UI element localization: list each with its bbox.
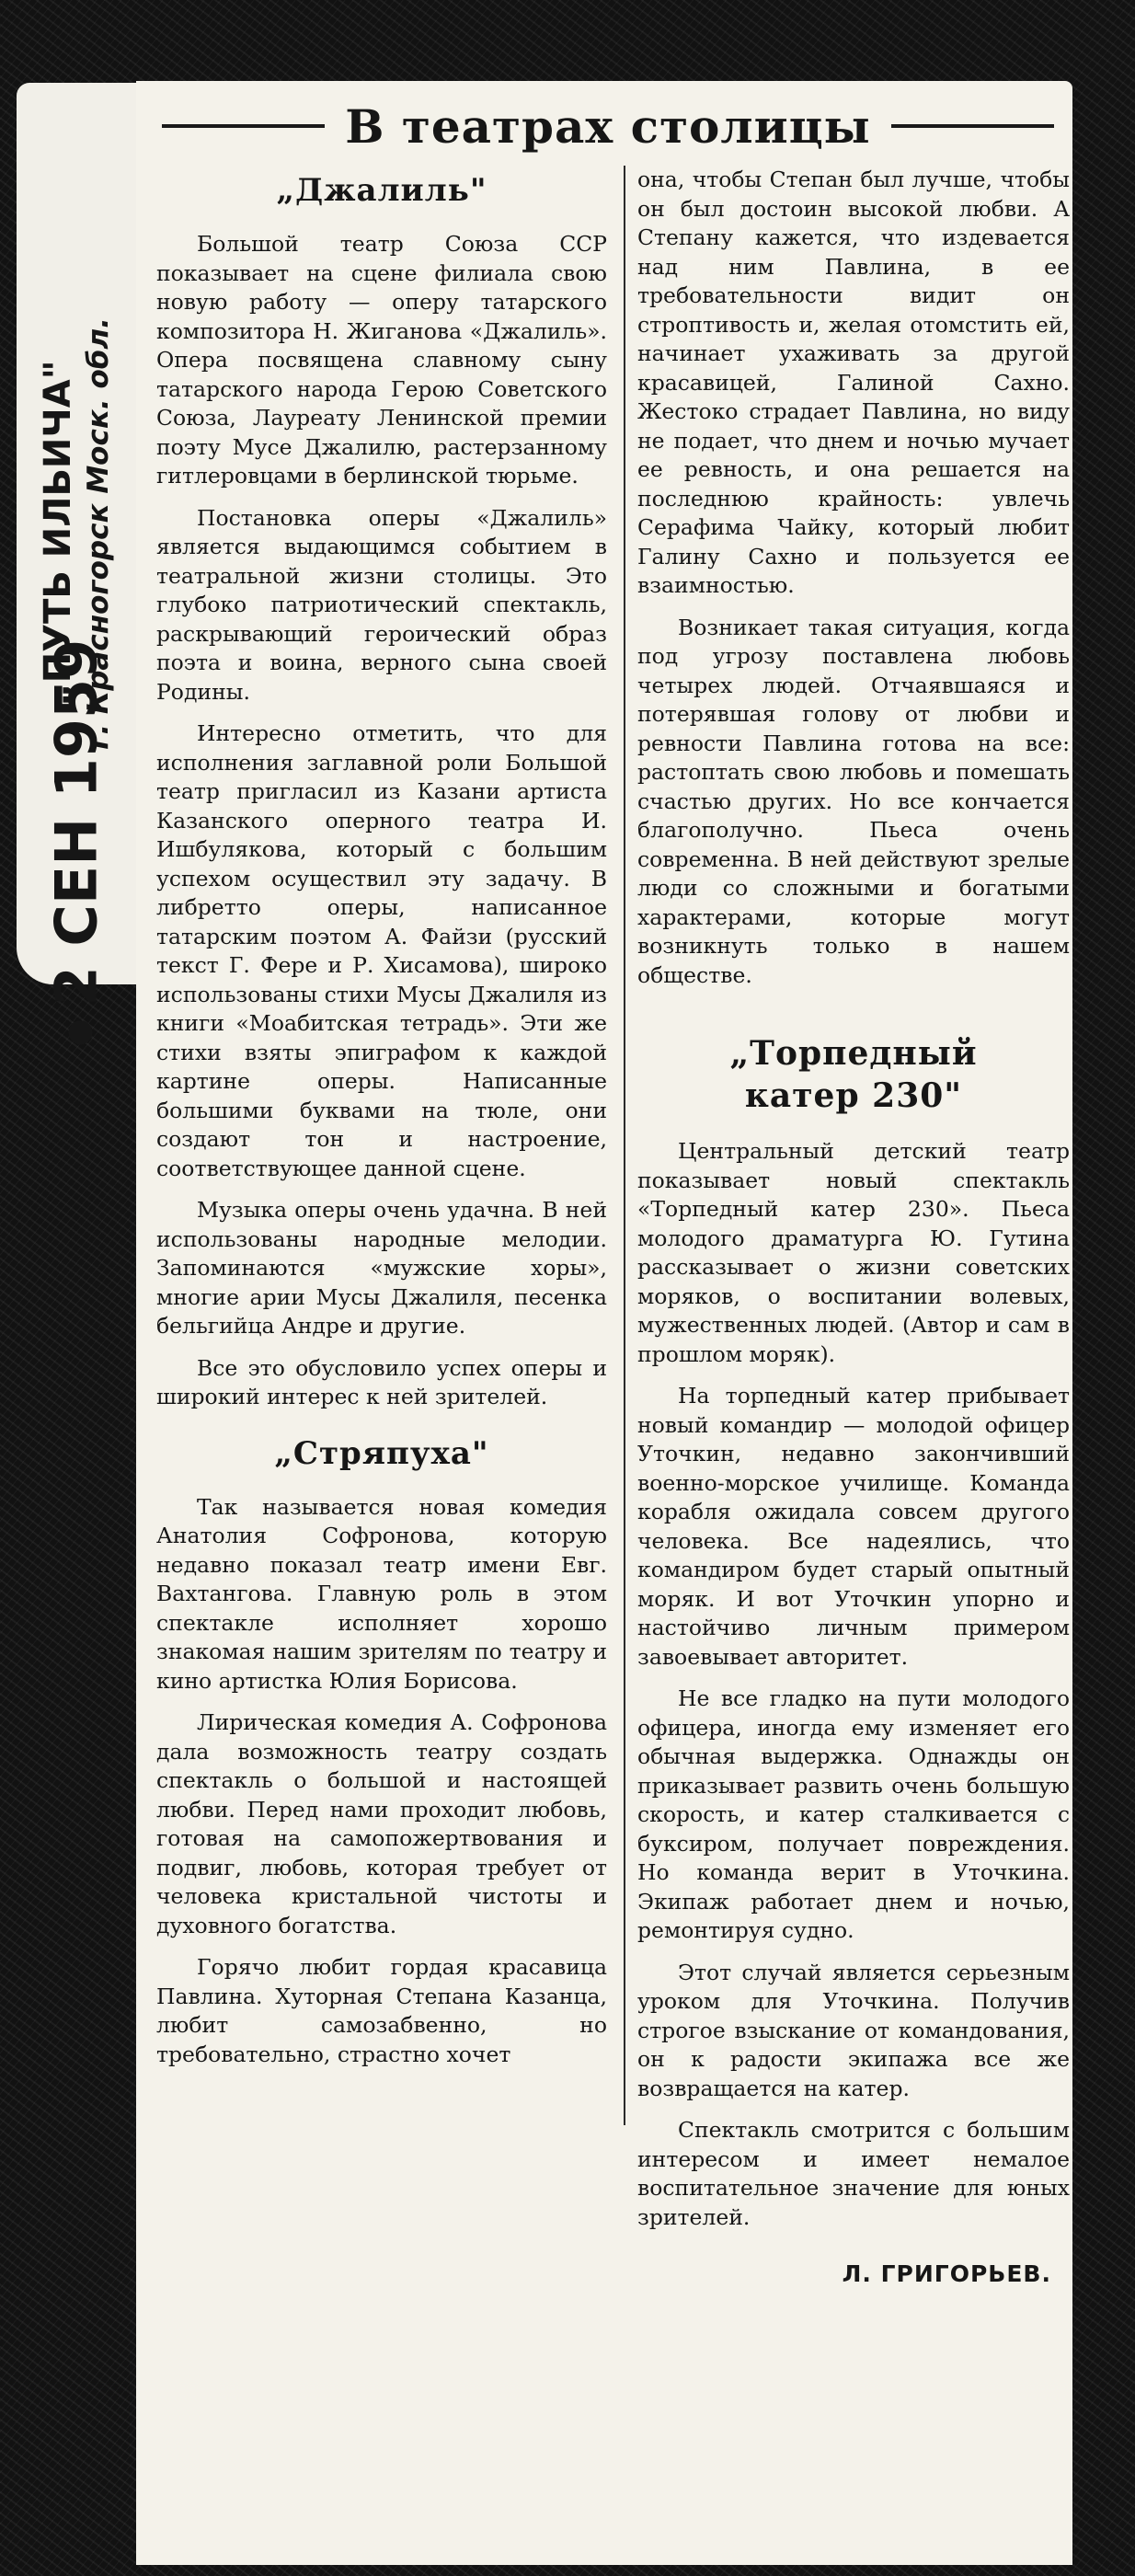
article-3-title xyxy=(637,1032,1070,1117)
column-divider xyxy=(624,166,625,2125)
stamp-date-text: 2 СЕН 1959 xyxy=(42,638,110,1006)
article-3-title-line-2: катер 230" xyxy=(744,1076,963,1115)
article-3-title-line-1: „Торпедный xyxy=(729,1034,978,1073)
article-1-paragraph: Музыка оперы очень удачна. В ней использованы народные мелодии. Запоминаются «мужские хоры», многие арии Мусы Джалиля, песенка бельгийца Андре и другие. xyxy=(156,1197,607,1339)
article-3-paragraph: Спектакль смотрится с большим интересом и имеет немалое воспитательное значение для юных зрителей. xyxy=(637,2117,1070,2230)
article-1-paragraph: Интересно отметить, что для исполнения заглавной роли Большой театр пригласил из Казани артиста Казанского оперного театра И. Ишбулякова, который с большим успехом осуществил эту задачу. В либретто оперы, написанное татарским поэтом А. Файзи (русский текст Г. Фере и Р. Хисамова), широко использованы стихи Мусы Джалиля из книги «Моабитская тетрадь». Эти же стихи взяты эпиграфом к каждой картине оперы. Написанные большими буквами на тюле, они создают тон и настроение, соответствующее данной сцене. xyxy=(156,720,607,1181)
article-2-paragraph: Горячо любит гордая красавица Павлина. Хуторная Степана Казанца, любит самозабвенно, но требовательно, страстно хочет xyxy=(156,1954,607,2067)
column-left xyxy=(156,166,607,2082)
stamp-newspaper-name: „ПУТЬ ИЛЬИЧА" xyxy=(37,360,79,707)
masthead xyxy=(162,98,1054,155)
article-1-paragraph: Все это обусловило успех оперы и широкий интерес к ней зрителей. xyxy=(156,1354,607,1409)
article-2-paragraph: Возникает такая ситуация, когда под угрозу поставлена любовь четырех людей. Отчаявшаяся и потерявшая голову от любви и ревности Павлина готова на все: растоптать свою любовь и помешать счастью других. Но все кончается благополучно. Пьеса очень современна. В ней действуют зрелые люди со сложными и богатыми характерами, которые могут возникнуть только в нашем обществе. xyxy=(637,614,1070,988)
article-3-paragraph: Центральный детский театр показывает новый спектакль «Торпедный катер 230». Пьеса молодого драматурга Ю. Гутина рассказывает о жизни советских моряков, о воспитании волевых, мужественных людей. (Автор и сам в прошлом моряк). xyxy=(637,1138,1070,1367)
masthead-title: В театрах столицы xyxy=(345,98,871,154)
library-stamp xyxy=(17,83,136,1006)
article-3-paragraph: Этот случай является серьезным уроком для Уточкина. Получив строгое взыскание от командования, он к радости экипажа все же возвращается на катер. xyxy=(637,1959,1070,2101)
article-3-paragraph: На торпедный катер прибывает новый командир — молодой офицер Уточкин, недавно закончивший военно-морское училище. Команда корабля ожидала совсем другого человека. Все надеялись, что командиром будет старый опытный моряк. И вот Уточкин упорно и настойчиво личным примером завоевывает авторитет. xyxy=(637,1383,1070,1670)
article-2-paragraph: Лирическая комедия А. Софронова дала возможность театру создать спектакль о большой и настоящей любви. Перед нами проходит любовь, готовая на самопожертвования и подвиг, любовь, которая требует от человека кристальной чистоты и духовного богатства. xyxy=(156,1709,607,1938)
article-1-paragraph: Большой театр Союза ССР показывает на сцене филиала свою новую работу — оперу татарского композитора Н. Жиганова «Джалиль». Опера посвящена славному сыну татарского народа Герою Советского Союза, Лауреату Ленинской премии поэту Мусе Джалилю, растерзанному гитлеровцами в берлинской тюрьме. xyxy=(156,231,607,489)
newspaper-clipping xyxy=(136,81,1072,2565)
article-2-paragraph-continued: она, чтобы Степан был лучше, чтобы он был достоин высокой любви. А Степану кажется, что издевается над ним Павлина, в ее требовательности видит он строптивость и, желая отомстить ей, начинает ухаживать за другой красавицей, Галиной Сахно. Жестоко страдает Павлина, но виду не подает, что днем и ночью мучает ее ревность, и она решается на последнюю крайность: увлечь Серафима Чайку, который любит Галину Сахно и пользуется ее взаимностью. xyxy=(637,167,1070,598)
article-2-title: „Стряпуха" xyxy=(274,1434,489,1472)
stamp-place: г. Красногорск Моск. обл. xyxy=(82,317,115,750)
stamp-date xyxy=(43,639,110,1045)
article-1-title: „Джалиль" xyxy=(276,172,487,209)
author-signature: Л. ГРИГОРЬЕВ. xyxy=(842,2260,1051,2287)
masthead-rule-right xyxy=(891,124,1054,128)
article-2-paragraph: Так называется новая комедия Анатолия Софронова, которую недавно показал театр имени Евг. Вахтангова. Главную роль в этом спектакле исполняет хорошо знакомая нашим зрителям по театру и кино артистка Юлия Борисова. xyxy=(156,1493,607,1694)
article-3-paragraph: Не все гладко на пути молодого офицера, иногда ему изменяет его обычная выдержка. Однажды он приказывает развить очень большую скорость, и катер сталкивается с буксиром, получает повреждения. Но команда верит в Уточкина. Экипаж работает днем и ночью, ремонтируя судно. xyxy=(637,1685,1070,1943)
bullet-icon xyxy=(68,1020,92,1044)
column-right xyxy=(637,166,1070,2289)
article-1-paragraph: Постановка оперы «Джалиль» является выдающимся событием в театральной жизни столицы. Это глубоко патриотический спектакль, раскрывающий героический образ поэта и воина, верного сына своей Родины. xyxy=(156,504,607,705)
masthead-rule-left xyxy=(162,124,325,128)
